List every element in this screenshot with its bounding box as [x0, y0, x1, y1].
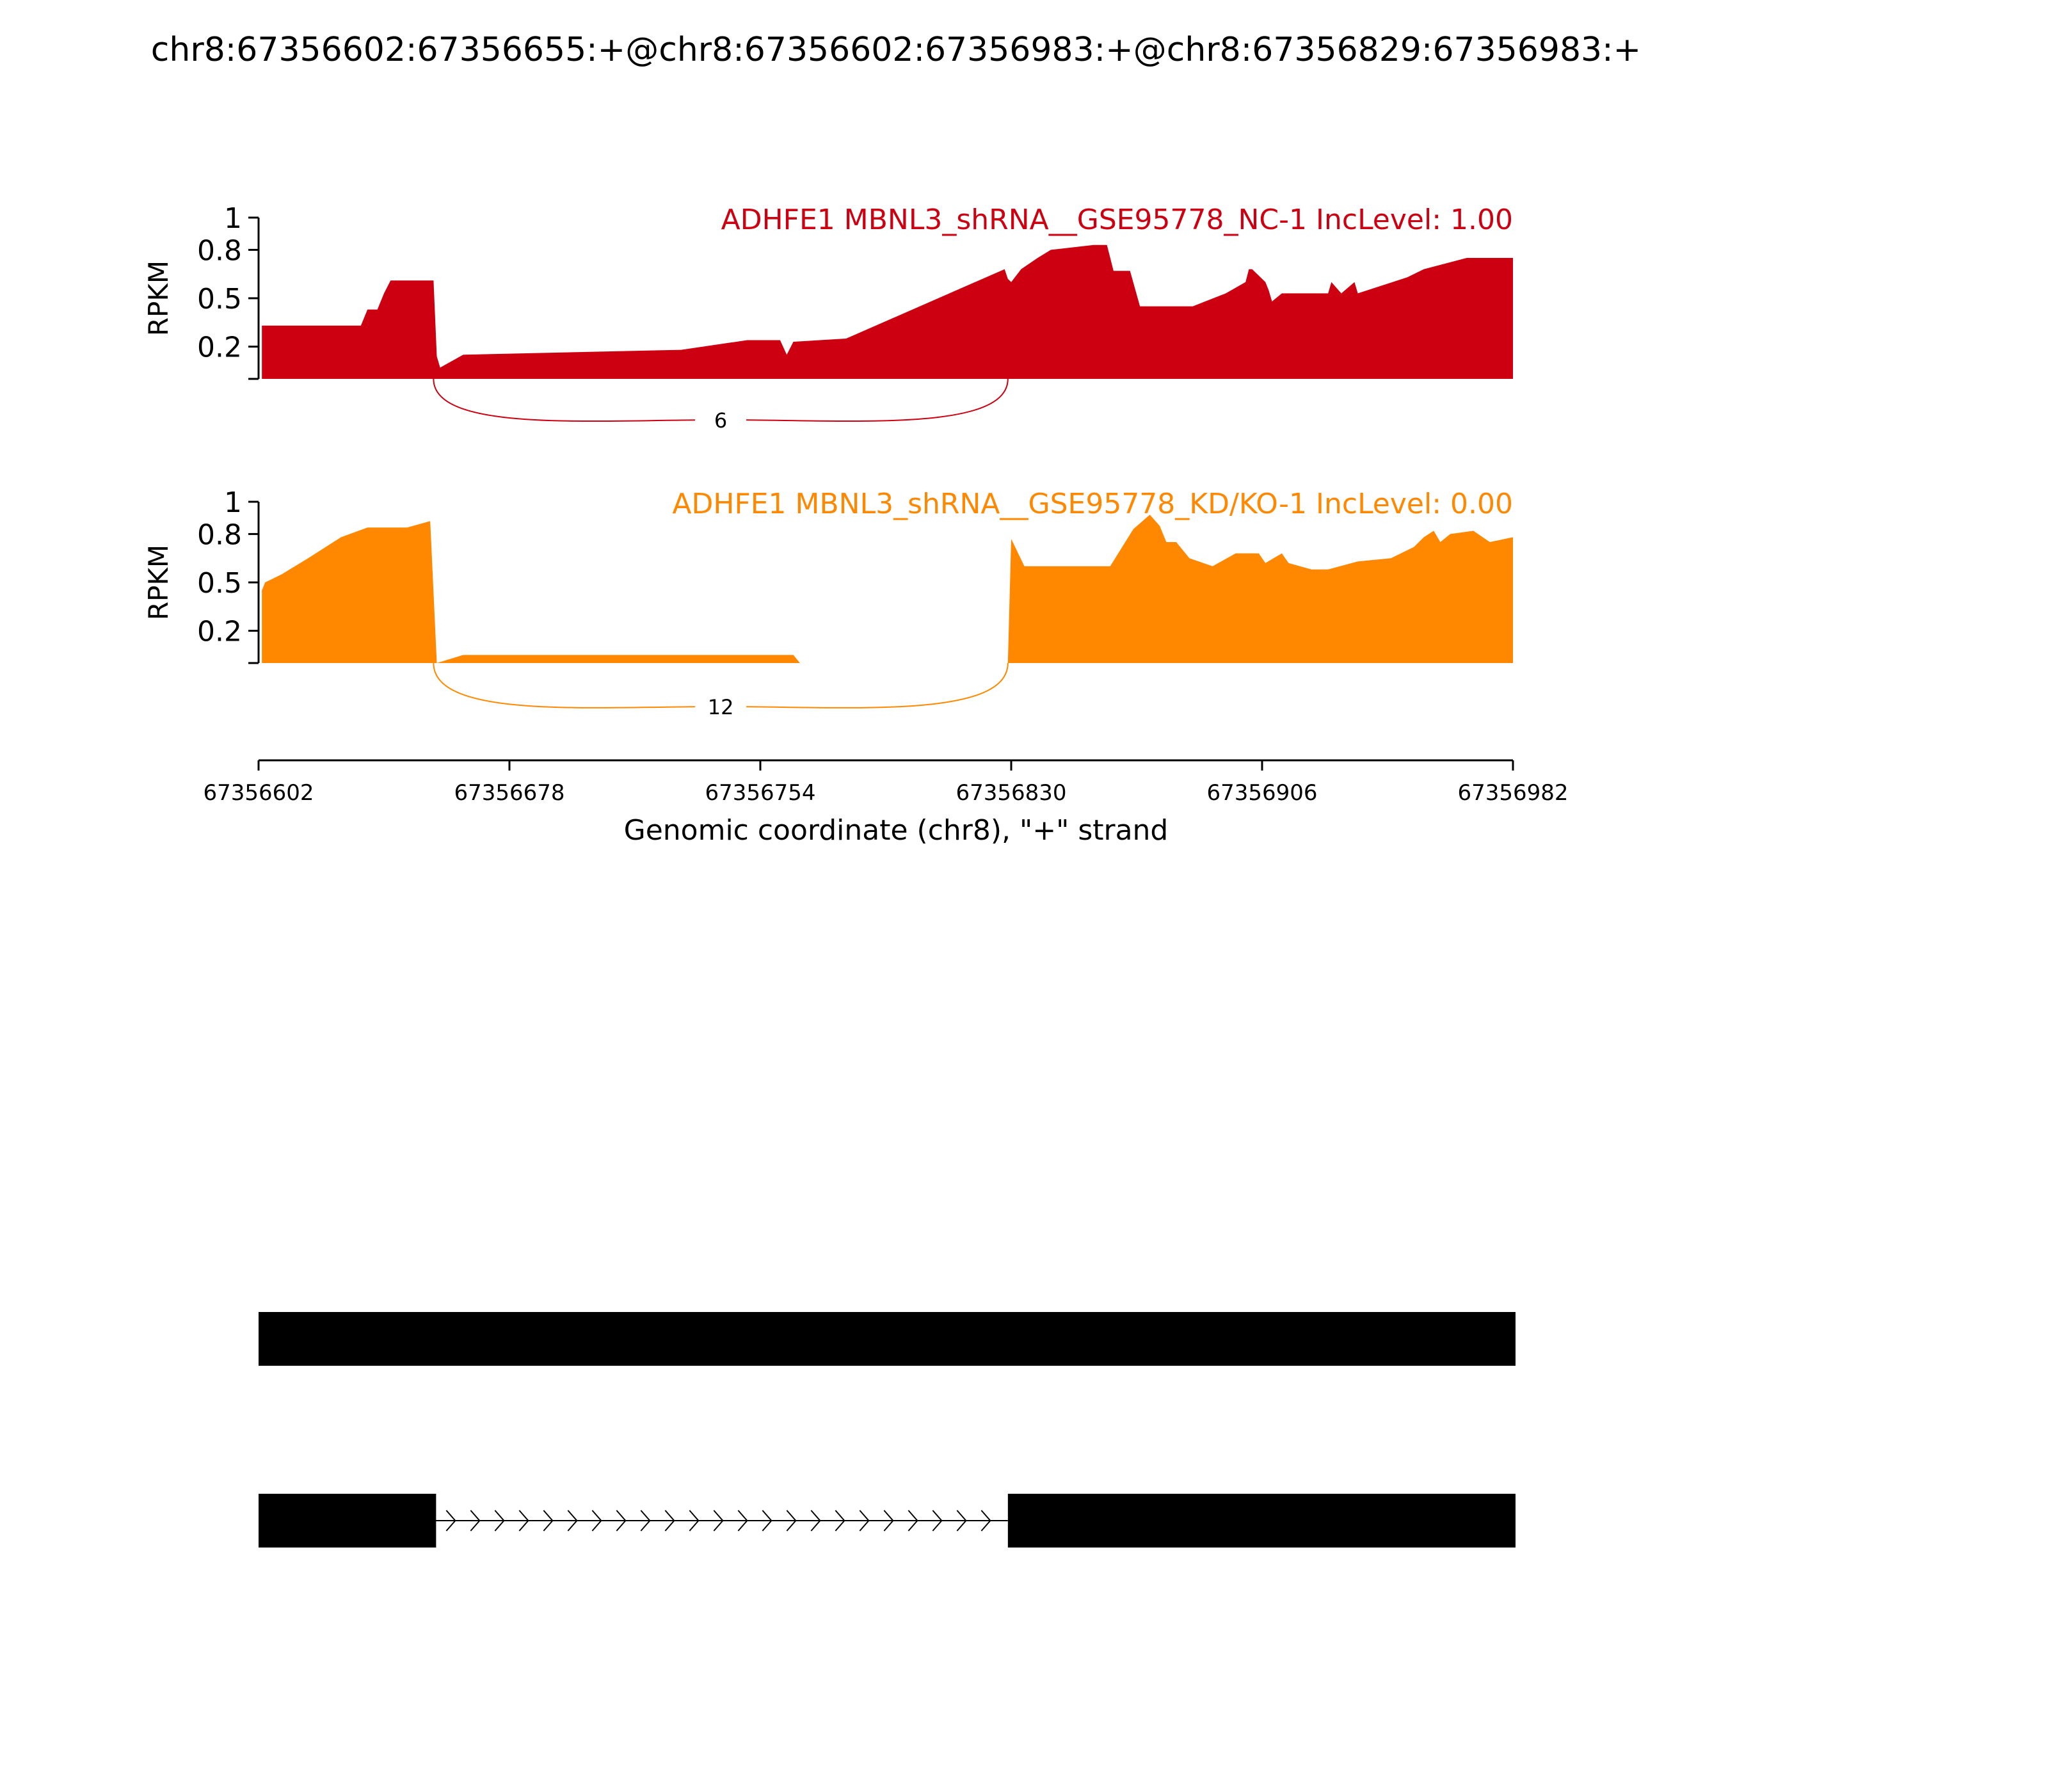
y-tick-label: 1 [224, 202, 242, 235]
panel-title: ADHFE1 MBNL3_shRNA__GSE95778_NC-1 IncLevel: 1.00 [721, 204, 1513, 236]
coverage-area-1 [262, 245, 1513, 379]
x-axis-label: Genomic coordinate (chr8), "+" strand [623, 814, 1169, 847]
figure-title: chr8:67356602:67356655:+@chr8:67356602:67356983:+@chr8:67356829:67356983:+ [150, 31, 1642, 69]
x-tick-label: 67356754 [705, 780, 816, 806]
junction-count-label: 12 [707, 695, 734, 719]
y-tick-label: 0.5 [197, 567, 242, 600]
y-tick-label: 0.2 [197, 331, 242, 364]
y-tick-label: 0.8 [197, 518, 242, 552]
y-axis-label: RPKM [143, 544, 174, 621]
exon-block [1008, 1312, 1516, 1366]
exon-block [433, 1312, 1010, 1366]
y-tick-label: 0.5 [197, 283, 242, 316]
junction-count-label: 6 [714, 408, 728, 433]
x-tick-label: 67356602 [203, 780, 314, 806]
x-tick-label: 67356830 [956, 780, 1067, 806]
exon-block [259, 1494, 436, 1548]
y-axis-label: RPKM [143, 260, 174, 337]
exon-block [259, 1312, 436, 1366]
y-tick-label: 0.2 [197, 615, 242, 648]
coverage-area-2 [262, 515, 1513, 663]
gene-model-isoform-skipping [259, 1494, 1516, 1548]
x-tick-label: 67356906 [1206, 780, 1318, 806]
exon-block [1008, 1494, 1516, 1548]
y-tick-label: 1 [224, 486, 242, 519]
x-tick-label: 67356678 [454, 780, 565, 806]
gene-model-isoform-inclusion [259, 1312, 1516, 1366]
panel-title: ADHFE1 MBNL3_shRNA__GSE95778_KD/KO-1 IncLevel: 0.00 [672, 488, 1513, 520]
x-tick-label: 67356982 [1457, 780, 1569, 806]
y-tick-label: 0.8 [197, 234, 242, 268]
